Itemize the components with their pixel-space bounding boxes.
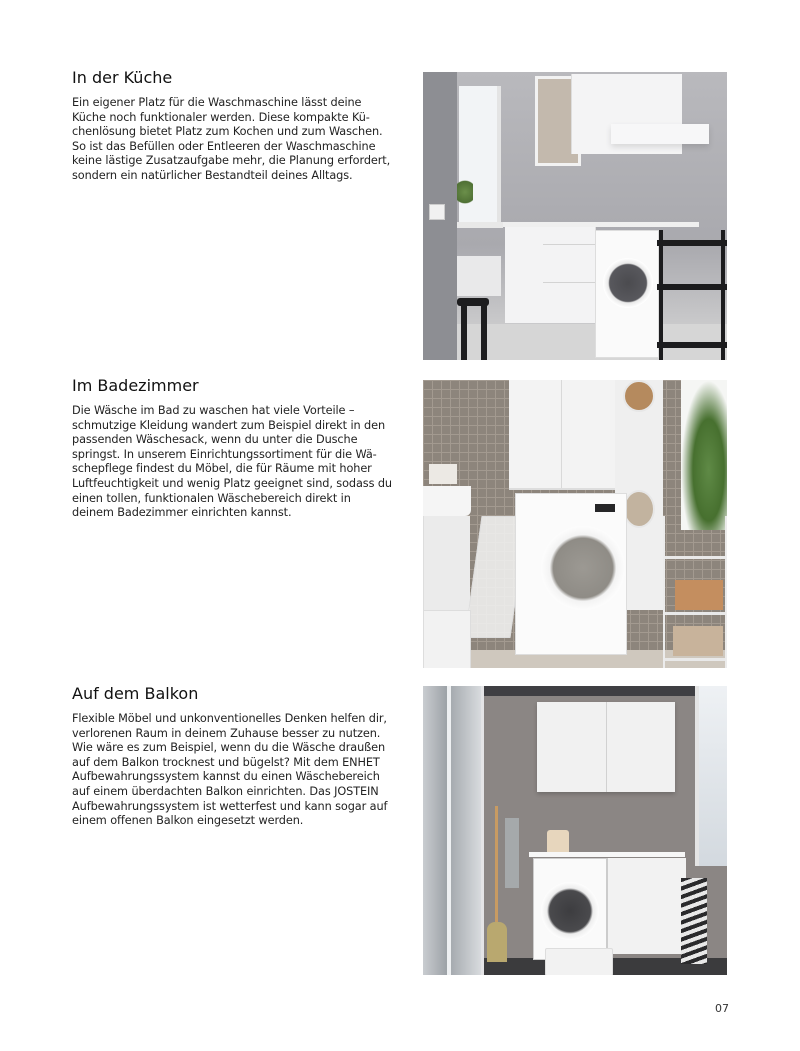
section-title-balcony: Auf dem Balkon — [72, 684, 199, 703]
section-title-bathroom: Im Badezimmer — [72, 376, 199, 395]
section-body-kitchen: Ein eigener Platz für die Waschmaschine lässt deine Küche noch funktionaler werden. Diese kompakte Kü-chenlösung bietet Platz zum Kochen und zum Waschen. So ist das Befüllen oder Entleeren der Waschmaschine keine lästige Zusatzaufgabe mehr, die Planung erfordert, sondern ein natürlicher Bestandteil deines Alltags. — [72, 96, 391, 182]
section-body-bathroom: Die Wäsche im Bad zu waschen hat viele Vorteile – schmutzige Kleidung wandert zum Beispiel direkt in den passenden Wäschesack, wenn du unter die Dusche springst. In unserem Einrichtungssortiment für die Wä-schepflege findest du Möbel, die für Räume mit hoher Luftfeuchtigkeit und wenig Platz geeignet sind, sodass du einen tollen, funktionalen Wäschebereich direkt in deinem Badezimmer einrichten kannst. — [72, 404, 392, 520]
section-kitchen — [72, 68, 392, 184]
section-bathroom — [72, 376, 392, 521]
page-number: 07 — [715, 1002, 729, 1015]
light-switch-icon — [429, 204, 445, 220]
kitchen-laundry-photo — [423, 72, 727, 360]
section-body-balcony: Flexible Möbel und unkonventionelles Denken helfen dir, verlorenen Raum in deinem Zuhause besser zu nutzen. Wie wäre es zum Beispiel, wenn du die Wäsche draußen auf dem Balkon trocknest und bügelst? Mit dem ENHET Aufbewahrungssystem kannst du einen Wäschebereich auf einem überdachten Balkon einrichten. Das JOSTEIN Aufbewahrungssystem ist wetterfest und kann sogar auf einem offenen Balkon eingesetzt werden. — [72, 712, 388, 828]
section-balcony — [72, 684, 392, 829]
balcony-laundry-photo — [423, 686, 727, 975]
bathroom-laundry-photo — [423, 380, 727, 668]
section-title-kitchen: In der Küche — [72, 68, 173, 87]
